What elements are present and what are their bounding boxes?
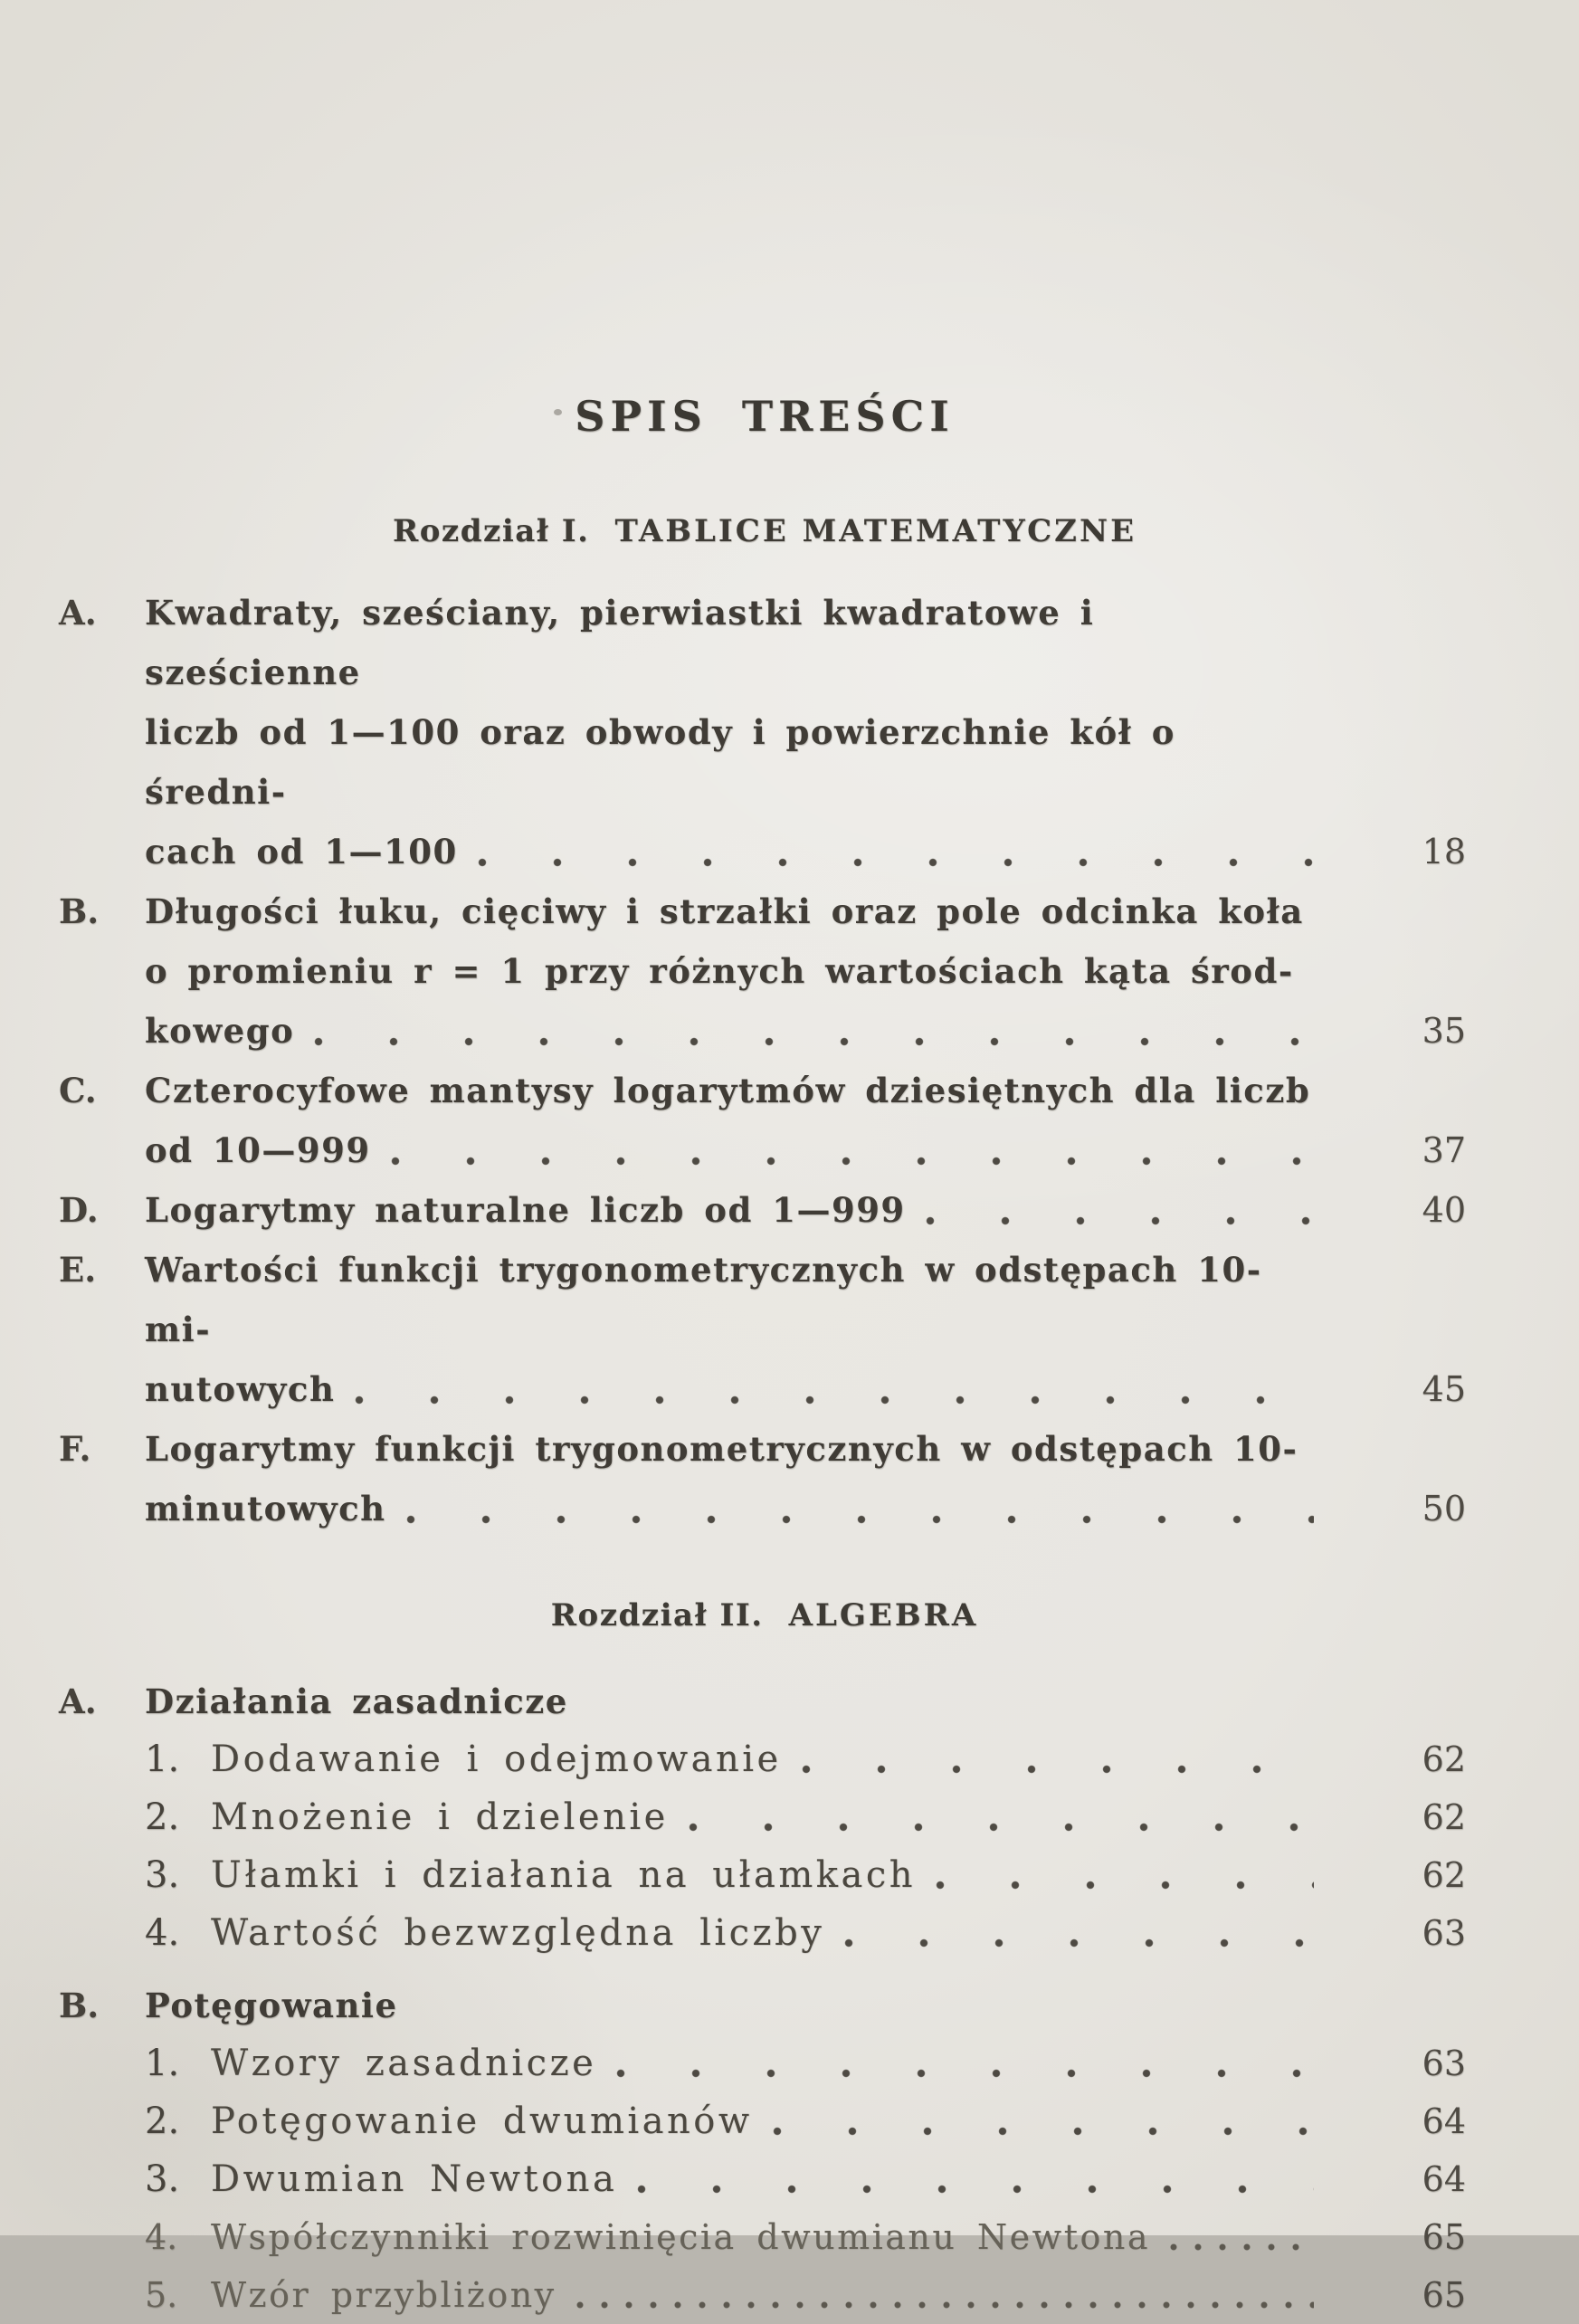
entry-line [145, 1001, 1321, 1061]
dot-leader [936, 1880, 1314, 1891]
entry-text [211, 2092, 1321, 2150]
entry-line-text: Współczynniki rozwinięcia dwumianu Newtona [211, 2217, 1150, 2257]
entry-page-number: 65 [1422, 2217, 1466, 2257]
toc-entry [59, 2150, 1470, 2208]
toc-entry [59, 2266, 1470, 2324]
entry-line [211, 1730, 1321, 1788]
entry-label: 4. [145, 1912, 180, 1954]
entry-line: Logarytmy funkcji trygonometrycznych w odstępach 10- [145, 1429, 1298, 1469]
entry-line-text: Mnożenie i dzielenie [211, 1796, 669, 1838]
dot-leader [406, 1514, 1314, 1525]
entry-label: C. [59, 1071, 97, 1110]
entry-page-number: 35 [1422, 1011, 1466, 1051]
dot-leader [637, 2184, 1314, 2195]
entry-line-text: Wzór przybliżony [211, 2275, 556, 2315]
entry-page-number: 18 [1422, 832, 1466, 872]
entry-label: B. [59, 891, 100, 931]
entry-line-text: cach od 1—100 [145, 832, 458, 872]
entry-line: liczb od 1—100 oraz obwody i powierzchnie kół o średni- [145, 712, 1175, 812]
entry-text [211, 1730, 1321, 1788]
entry-label: 3. [145, 1854, 180, 1896]
entry-line-text: Ułamki i działania na ułamkach [211, 1854, 917, 1896]
entry-page-number: 63 [1422, 2043, 1466, 2083]
dot-leader [478, 857, 1314, 868]
chapter-2-entries [59, 1672, 1470, 2324]
toc-entry [59, 1240, 1470, 1419]
chapter-2-heading [59, 1595, 1470, 1636]
dot-leader [773, 2126, 1314, 2137]
toc-entry [59, 1904, 1470, 1962]
chapter-1-heading [59, 510, 1470, 552]
toc-entry [59, 1846, 1470, 1904]
entry-text [211, 2208, 1321, 2266]
entry-line [145, 1180, 1321, 1240]
entry-text [145, 1672, 1321, 1730]
entry-line [211, 1788, 1321, 1846]
entry-label: 5. [145, 2275, 178, 2315]
entry-label: 3. [145, 2158, 180, 2200]
entry-label: E. [59, 1250, 97, 1290]
toc-entry [59, 583, 1470, 881]
entry-line [211, 2208, 1321, 2266]
chapter-1-entries [59, 583, 1470, 1538]
entry-text [145, 1419, 1321, 1538]
entry-text [211, 2034, 1321, 2092]
dot-leader [1170, 2242, 1314, 2253]
entry-text [145, 1976, 1321, 2034]
entry-line: Czterocyfowe mantysy logarytmów dziesiętnych dla liczb [145, 1071, 1311, 1110]
entry-line [211, 1904, 1321, 1962]
entry-text [145, 1240, 1321, 1419]
entry-page-number: 62 [1422, 1739, 1466, 1779]
entry-page-number: 64 [1422, 2159, 1466, 2199]
entry-label: F. [59, 1429, 91, 1469]
dot-leader [391, 1156, 1314, 1167]
entry-line-text: Dodawanie i odejmowanie [211, 1738, 782, 1780]
entry-label: D. [59, 1190, 99, 1230]
toc-entry [59, 1788, 1470, 1846]
entry-line-text: Dwumian Newtona [211, 2158, 618, 2200]
entry-page-number: 63 [1422, 1913, 1466, 1953]
dot-leader [355, 1395, 1314, 1405]
entry-label: 1. [145, 1738, 180, 1780]
dot-leader [576, 2300, 1314, 2310]
entry-page-number: 64 [1422, 2101, 1466, 2141]
chapter-2-name: ALGEBRA [788, 1597, 979, 1633]
entry-line [211, 2150, 1321, 2208]
entry-line-text: nutowych [145, 1369, 336, 1409]
toc-entry [59, 881, 1470, 1061]
chapter-1-number: Rozdział I. [393, 513, 590, 549]
entry-line-text: od 10—999 [145, 1130, 371, 1170]
entry-line: Działania zasadnicze [145, 1681, 568, 1721]
toc-entry [59, 1180, 1470, 1240]
table-of-contents [59, 0, 1470, 2324]
entry-page-number: 37 [1422, 1130, 1466, 1170]
entry-label: 1. [145, 2043, 180, 2084]
page-title: SPIS TREŚCI [575, 392, 955, 441]
entry-text [211, 1904, 1321, 1962]
toc-entry [59, 1419, 1470, 1538]
entry-line-text: Logarytmy naturalne liczb od 1—999 [145, 1190, 906, 1230]
entry-line: Wartości funkcji trygonometrycznych w odstępach 10-mi- [145, 1250, 1262, 1349]
entry-page-number: 65 [1422, 2275, 1466, 2315]
entry-line-text: minutowych [145, 1489, 386, 1529]
entry-line [211, 2266, 1321, 2324]
entry-label: A. [59, 593, 97, 633]
entry-line-text: Potęgowanie dwumianów [211, 2100, 753, 2142]
dot-leader [314, 1036, 1314, 1047]
entry-line [211, 2034, 1321, 2092]
entry-line [145, 1120, 1321, 1180]
entry-label: 2. [145, 2100, 180, 2142]
entry-text [145, 1061, 1321, 1180]
entry-page-number: 62 [1422, 1855, 1466, 1895]
entry-line: Kwadraty, sześciany, pierwiastki kwadratowe i sześcienne [145, 593, 1095, 692]
dot-leader [689, 1822, 1314, 1833]
toc-entry [59, 2034, 1470, 2092]
entry-line: o promieniu r = 1 przy różnych wartościach kąta środ- [145, 951, 1294, 991]
entry-line-text: kowego [145, 1011, 295, 1051]
entry-page-number: 45 [1422, 1369, 1466, 1409]
entry-line [211, 2092, 1321, 2150]
entry-line: Długości łuku, cięciwy i strzałki oraz pole odcinka koła [145, 891, 1304, 931]
dot-leader [802, 1764, 1314, 1775]
chapter-1-name: TABLICE MATEMATYCZNE [614, 513, 1137, 549]
entry-label: B. [59, 1986, 100, 2025]
dot-leader [616, 2068, 1314, 2079]
toc-entry [59, 1730, 1470, 1788]
dot-leader [926, 1215, 1314, 1226]
toc-entry [59, 2208, 1470, 2266]
entry-line [211, 1846, 1321, 1904]
dot-leader [844, 1938, 1314, 1948]
entry-line: Potęgowanie [145, 1986, 398, 2025]
entry-text [211, 2266, 1321, 2324]
entry-text [211, 1788, 1321, 1846]
toc-entry [59, 1976, 1470, 2034]
entry-line [145, 822, 1321, 881]
entry-label: 2. [145, 1796, 180, 1838]
entry-page-number: 62 [1422, 1797, 1466, 1837]
entry-line [145, 1359, 1321, 1419]
entry-page-number: 40 [1422, 1190, 1466, 1230]
entry-text [145, 1180, 1321, 1240]
toc-entry [59, 2092, 1470, 2150]
entry-text [145, 881, 1321, 1061]
entry-label: 4. [145, 2217, 178, 2257]
entry-text [211, 1846, 1321, 1904]
entry-text [145, 583, 1321, 881]
entry-page-number: 50 [1422, 1489, 1466, 1529]
toc-entry [59, 1672, 1470, 1730]
entry-line-text: Wartość bezwzględna liczby [211, 1912, 825, 1954]
entry-line-text: Wzory zasadnicze [211, 2043, 597, 2084]
entry-line [145, 1479, 1321, 1538]
entry-text [211, 2150, 1321, 2208]
entry-label: A. [59, 1681, 97, 1721]
chapter-2-number: Rozdział II. [550, 1597, 764, 1633]
toc-entry [59, 1061, 1470, 1180]
